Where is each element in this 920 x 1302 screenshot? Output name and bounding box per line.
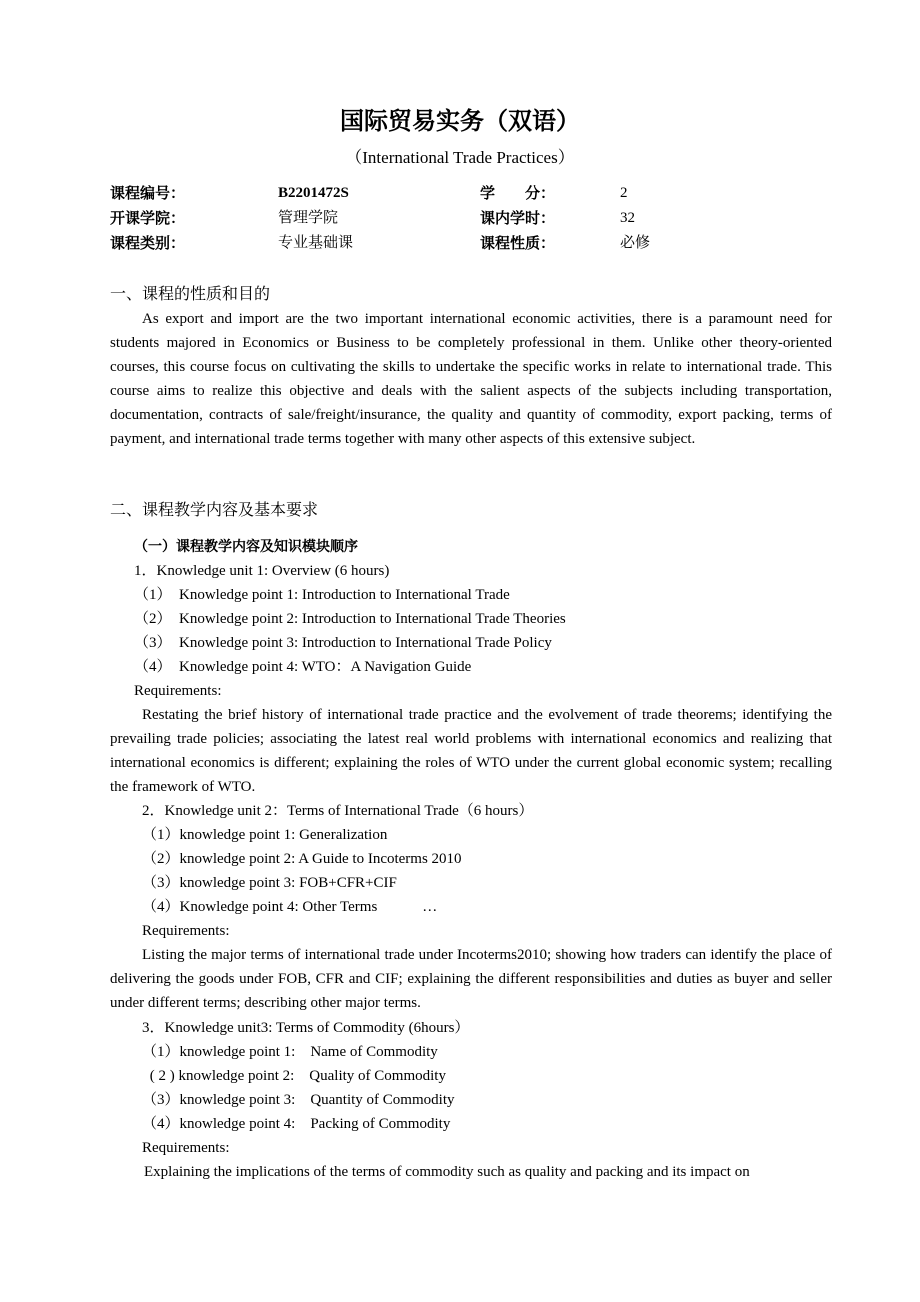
section2-subheading: （一）课程教学内容及知识模块顺序 [134,539,358,555]
unit2-point-3: （3）knowledge point 3: FOB+CFR+CIF [142,875,397,891]
hours-value: 32 [620,210,635,226]
unit1-point-3: （3） Knowledge point 3: Introduction to International Trade Policy [134,635,552,651]
unit2-requirements-text: Listing the major terms of international trade under Incoterms2010; showing how traders can identify the place of delivering the goods under FOB, CFR and CIF; explaining the different responsibilities and duties as buyer and seller under different terms; describing other major terms. [110,947,832,1011]
category-value: 专业基础课 [278,235,354,251]
section1-paragraph: As export and import are the two important international economic activities, there is a paramount need for students majored in Economics or Business to be completely professional in them. Unlike other theory-oriented courses, this course focus on cultivating the skills to undertake the specific works in relate to international trade. This course aims to realize this objective and deals with the salient aspects of the subjects including transportation, documentation, contracts of sale/freight/insurance, the quality and quantity of commodity, export packing, terms of payment, and international trade terms together with many other aspects of this extensive subject. [110,311,832,447]
unit3-point-3: （3）knowledge point 3: Quantity of Commodity [142,1092,455,1108]
course-info-table [110,181,830,256]
course-code-value: B2201472S [278,185,349,201]
unit1-point-4: （4） Knowledge point 4: WTO：A Navigation Guide [134,659,472,675]
unit1-title: 1．Knowledge unit 1: Overview (6 hours) [134,563,390,579]
unit2-point-2: （2）knowledge point 2: A Guide to Incoterms 2010 [142,851,462,867]
section2-heading: 二、课程教学内容及基本要求 [110,500,319,519]
unit3-point-4: （4）knowledge point 4: Packing of Commodity [142,1116,451,1132]
unit1-point-2: （2） Knowledge point 2: Introduction to International Trade Theories [134,611,566,627]
nature-value: 必修 [620,235,651,251]
info-row-college [110,206,830,231]
unit2-point-1: （1）knowledge point 1: Generalization [142,827,388,843]
nature-label: 课程性质： [480,234,556,252]
college-label: 开课学院： [110,209,186,227]
unit3-requirements-text: Explaining the implications of the terms of commodity such as quality and packing and its impact on [144,1164,750,1180]
course-code-label: 课程编号： [110,184,186,202]
page-title: 国际贸易实务（双语） [340,107,580,135]
credit-value: 2 [620,185,628,201]
unit2-title: 2．Knowledge unit 2：Terms of International Trade（6 hours） [142,803,534,819]
unit1-requirements-text: Restating the brief history of international trade practice and the evolvement of trade theorems; identifying the prevailing trade policies; associating the latest real world problems with international economics and realizing that international economics is different; explaining the roles of WTO under the current global economic system; recalling the framework of WTO. [110,707,832,795]
unit1-requirements-label: Requirements: [134,683,222,699]
info-row-code [110,181,830,206]
unit3-point-2: ( 2 ) knowledge point 2: Quality of Commodity [146,1068,446,1084]
page-subtitle: （International Trade Practices） [345,148,575,167]
unit3-title: 3．Knowledge unit3: Terms of Commodity (6hours） [142,1020,470,1036]
unit1-point-1: （1） Knowledge point 1: Introduction to International Trade [134,587,510,603]
info-row-category [110,231,830,256]
credit-label: 学 分： [480,184,556,202]
college-value: 管理学院 [278,210,339,226]
hours-label: 课内学时： [480,209,556,227]
unit2-point-4: （4）Knowledge point 4: Other Terms … [142,899,438,915]
category-label: 课程类别： [110,234,186,252]
unit3-requirements-label: Requirements: [142,1140,230,1156]
unit3-point-1: （1）knowledge point 1: Name of Commodity [142,1044,438,1060]
section1-heading: 一、课程的性质和目的 [110,284,271,303]
unit2-requirements-label: Requirements: [142,923,230,939]
